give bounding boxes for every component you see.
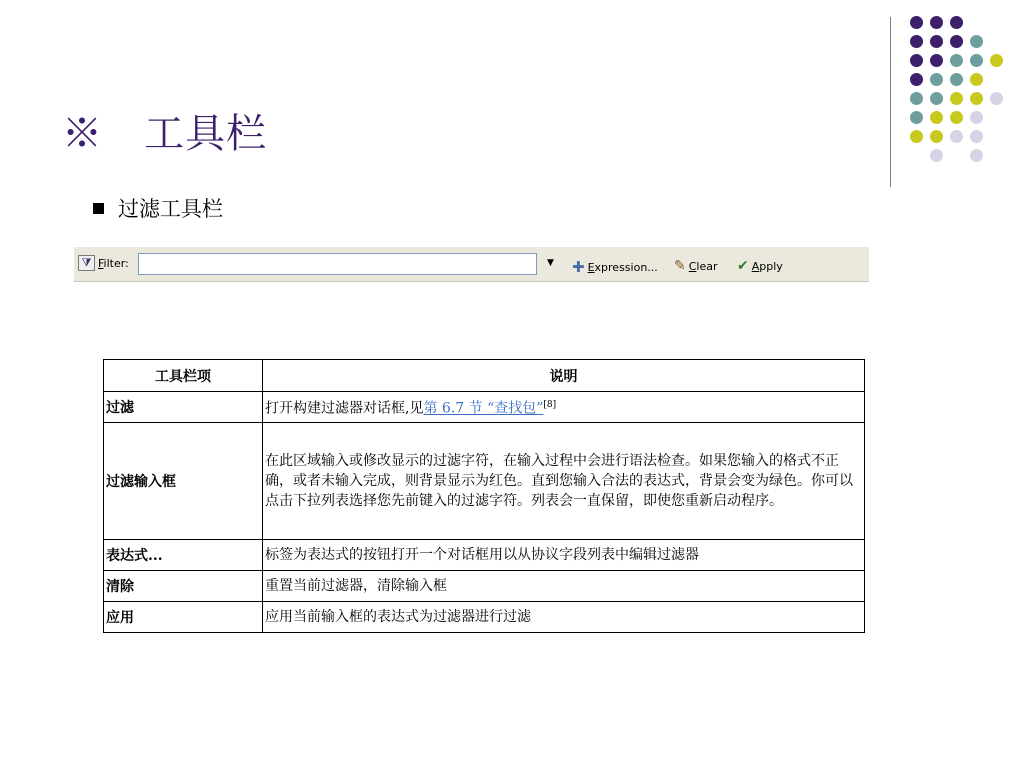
footnote-ref[interactable]: [8] <box>543 400 557 411</box>
filter-toolbar <box>74 246 869 282</box>
dot <box>930 92 943 105</box>
section-link[interactable]: 第 6.7 节 “查找包” <box>423 400 544 417</box>
filter-label: Filter: <box>98 256 129 270</box>
apply-label: Apply <box>751 259 783 273</box>
plus-icon: ✚ <box>572 258 585 276</box>
dot <box>950 73 963 86</box>
filter-dropdown-arrow-icon[interactable]: ▼ <box>547 258 554 268</box>
dot <box>950 54 963 67</box>
dot <box>970 73 983 86</box>
dot <box>910 92 923 105</box>
item-cell: 过滤输入框 <box>104 423 263 540</box>
dot <box>990 92 1003 105</box>
filter-input[interactable] <box>138 253 537 275</box>
dot <box>910 54 923 67</box>
toolbar-items-table <box>103 359 865 633</box>
item-cell: 应用 <box>104 602 263 633</box>
dot <box>910 130 923 143</box>
dot <box>970 130 983 143</box>
decorative-dot-grid <box>905 10 1005 170</box>
dot <box>950 130 963 143</box>
description-cell: 应用当前输入框的表达式为过滤器进行过滤 <box>263 602 865 633</box>
expression-button[interactable] <box>572 258 658 276</box>
column-header-description: 说明 <box>263 360 865 392</box>
bullet-text: 过滤工具栏 <box>118 197 223 221</box>
broom-icon: ✎ <box>674 258 686 274</box>
dot <box>930 149 943 162</box>
dot <box>910 35 923 48</box>
table-header-row <box>104 360 865 392</box>
vertical-divider <box>890 17 891 187</box>
bullet-item <box>93 193 223 223</box>
clear-button[interactable] <box>674 258 718 274</box>
dot <box>950 35 963 48</box>
dot <box>950 111 963 124</box>
description-cell: 打开构建过滤器对话框,见第 6.7 节 “查找包”[8] <box>263 392 865 423</box>
dot <box>970 149 983 162</box>
dot <box>950 16 963 29</box>
description-cell: 重置当前过滤器，清除输入框 <box>263 571 865 602</box>
dot <box>930 54 943 67</box>
item-cell: 清除 <box>104 571 263 602</box>
filter-funnel-icon: ⧩ <box>78 255 95 271</box>
checkmark-icon: ✔ <box>737 258 749 274</box>
dot <box>910 16 923 29</box>
description-cell: 在此区域输入或修改显示的过滤字符，在输入过程中会进行语法检查。如果您输入的格式不正确，或者未输入完成，则背景显示为红色。直到您输入合法的表达式，背景会变为绿色。你可以点击下拉列表选择您先前键入的过滤字符。列表会一直保留，即使您重新启动程序。 <box>263 423 865 540</box>
dot <box>970 92 983 105</box>
description-cell: 标签为表达式的按钮打开一个对话框用以从协议字段列表中编辑过滤器 <box>263 540 865 571</box>
dot <box>930 16 943 29</box>
clear-label: Clear <box>688 259 718 273</box>
dot <box>930 35 943 48</box>
filter-button[interactable] <box>78 255 129 271</box>
table-row <box>104 571 865 602</box>
slide-title: ※ 工具栏 <box>62 111 268 157</box>
dot <box>970 54 983 67</box>
item-cell: 过滤 <box>104 392 263 423</box>
dot <box>910 111 923 124</box>
column-header-item: 工具栏项 <box>104 360 263 392</box>
dot <box>970 35 983 48</box>
dot <box>970 111 983 124</box>
square-bullet-icon <box>93 203 104 214</box>
apply-button[interactable] <box>737 258 783 274</box>
item-cell: 表达式... <box>104 540 263 571</box>
table-row <box>104 423 865 540</box>
table-row <box>104 392 865 423</box>
expression-label: Expression... <box>587 260 658 274</box>
dot <box>990 54 1003 67</box>
dot <box>950 92 963 105</box>
dot <box>910 73 923 86</box>
dot <box>930 111 943 124</box>
table-row <box>104 602 865 633</box>
dot <box>930 73 943 86</box>
dot <box>930 130 943 143</box>
table-row <box>104 540 865 571</box>
